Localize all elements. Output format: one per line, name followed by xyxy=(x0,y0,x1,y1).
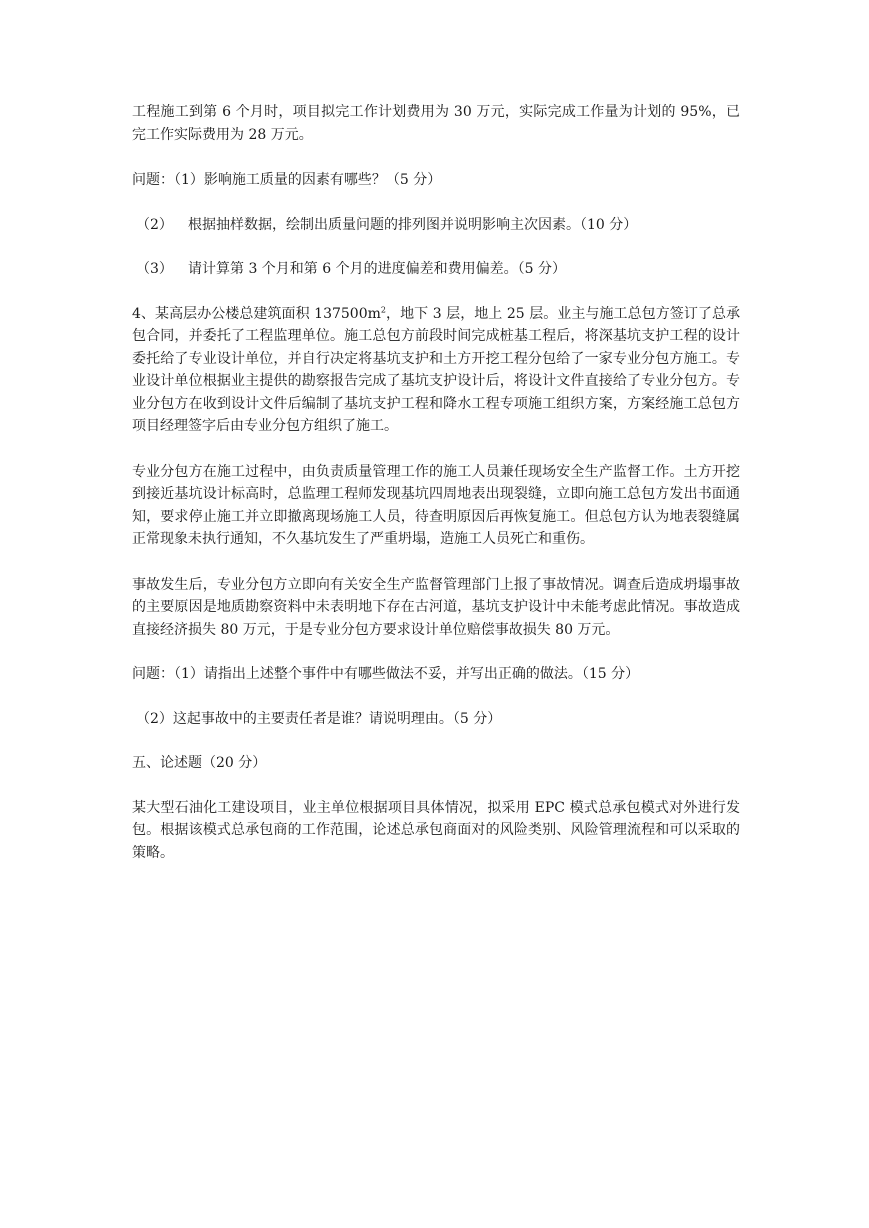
essay-question: 某大型石油化工建设项目，业主单位根据项目具体情况，拟采用 EPC 模式总承包模式对外进行发包。根据该模式总承包商的工作范围，论述总承包商面对的风险类别、风险管理流程和可以采取的策略。 xyxy=(132,799,740,861)
question-3 xyxy=(136,258,740,281)
question-3-text: 请计算第 3 个月和第 6 个月的进度偏差和费用偏差。（5 分） xyxy=(188,261,566,277)
section-heading-essay: 五、论述题（20 分） xyxy=(132,755,267,771)
question-2 xyxy=(136,214,740,237)
question-3-number: （3） xyxy=(136,261,173,277)
question-2-number: （2） xyxy=(136,216,173,233)
question-1: 问题：（1）影响施工质量的因素有哪些？（5 分） xyxy=(132,172,442,188)
question-2-text: 根据抽样数据，绘制出质量问题的排列图并说明影响主次因素。（10 分） xyxy=(188,216,638,233)
case-4-intro: 4、某高层办公楼总建筑面积 137500m xyxy=(132,305,381,322)
paragraph-accident-report: 事故发生后，专业分包方立即向有关安全生产监督管理部门上报了事故情况。调查后造成坍塌事故的主要原因是地质勘察资料中未表明地下存在古河道，基坑支护设计中未能考虑此情况。事故造成直接经济损失 80 万元，于是专业分包方要求设计单位赔偿事故损失 80 万元。 xyxy=(132,576,740,638)
paragraph-progress-data: 工程施工到第 6 个月时，项目拟完工作计划费用为 30 万元，实际完成工作量为计划的 95%，已完工作实际费用为 28 万元。 xyxy=(132,104,740,143)
document-body xyxy=(132,101,740,864)
square-meter-superscript: 2 xyxy=(380,304,386,314)
case-4-question-1: 问题：（1）请指出上述整个事件中有哪些做法不妥，并写出正确的做法。（15 分） xyxy=(132,666,640,682)
case-4-body: ，地下 3 层，地上 25 层。业主与施工总包方签订了总承包合同，并委托了工程监理单位。施工总包方前段时间完成桩基工程后，将深基坑支护工程的设计委托给了专业设计单位，并自行决定将基坑支护和土方开挖工程分包给了一家专业分包方施工。专业设计单位根据业主提供的勘察报告完成了基坑支护设计后，将设计文件直接给了专业分包方。专业分包方在收到设计文件后编制了基坑支护工程和降水工程专项施工组织方案，方案经施工总包方项目经理签字后由专业分包方组织了施工。 xyxy=(132,305,740,434)
case-4-paragraph xyxy=(132,303,740,438)
case-4-question-2: （2）这起事故中的主要责任者是谁？请说明理由。（5 分） xyxy=(136,710,502,727)
paragraph-subcontractor-construction: 专业分包方在施工过程中，由负责质量管理工作的施工人员兼任现场安全生产监督工作。土方开挖到接近基坑设计标高时，总监理工程师发现基坑四周地表出现裂缝，立即向施工总包方发出书面通知，要求停止施工并立即撤离现场施工人员，待查明原因后再恢复施工。但总包方认为地表裂缝属正常现象未执行通知，不久基坑发生了严重坍塌，造施工人员死亡和重伤。 xyxy=(132,463,740,547)
